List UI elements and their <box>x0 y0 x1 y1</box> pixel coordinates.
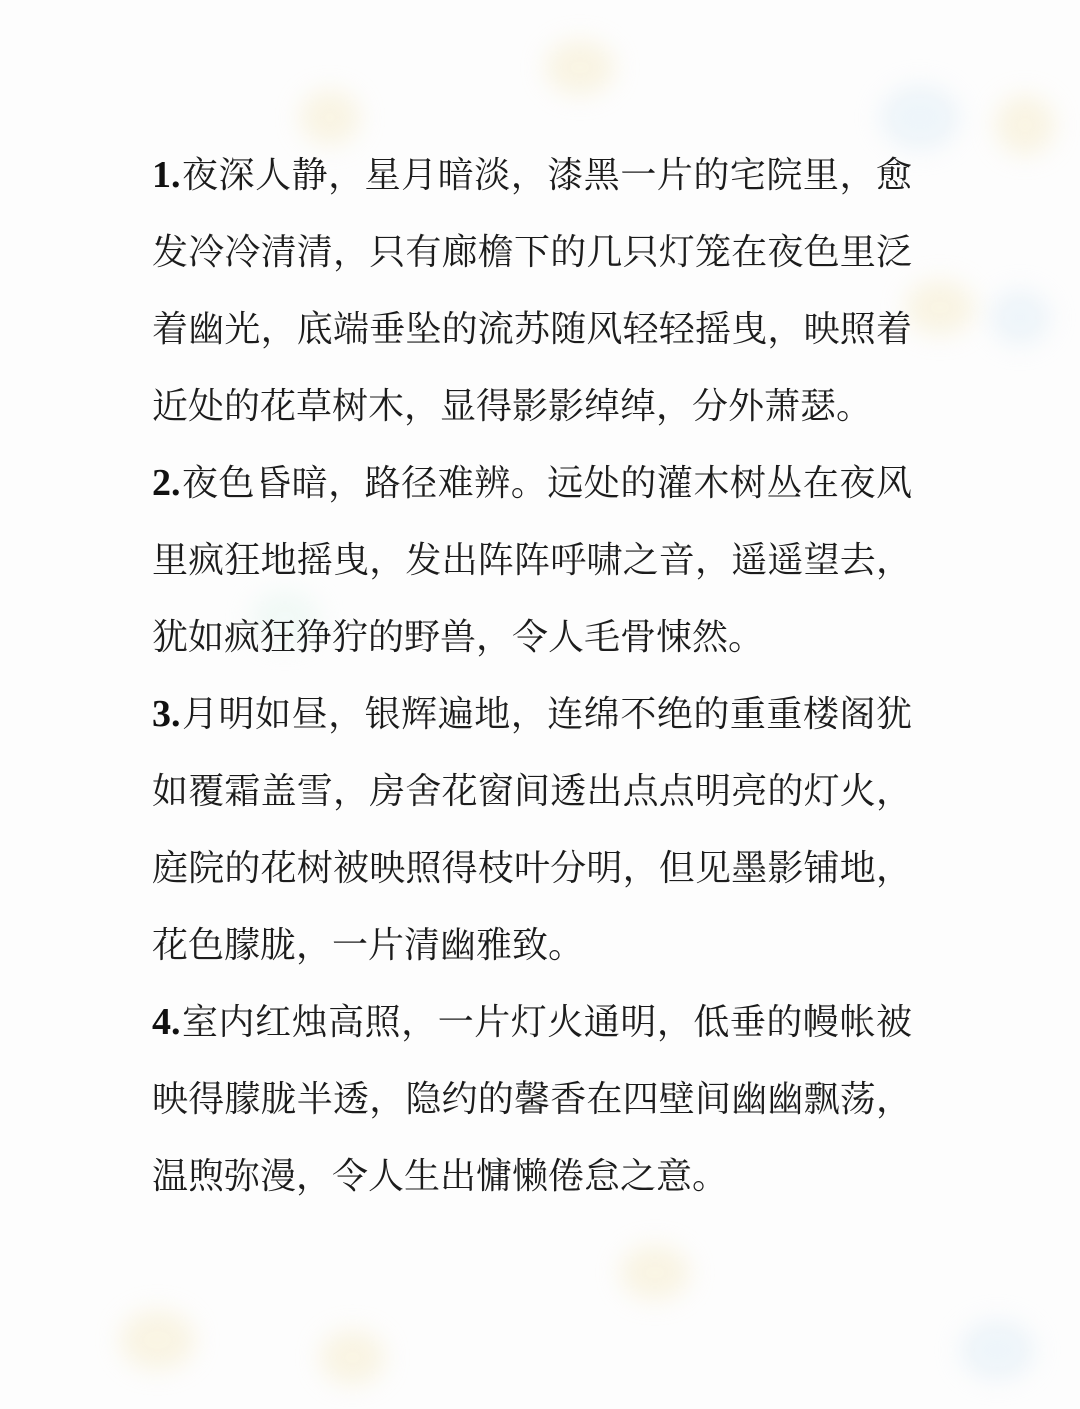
watermark-blob <box>120 1310 195 1370</box>
line-text: 发冷冷清清，只有廊檐下的几只灯笼在夜色里泛 <box>152 231 912 272</box>
watermark-blob <box>990 290 1050 345</box>
line-text: 室内红烛高照，一片灯火通明，低垂的幔帐被 <box>181 1001 912 1042</box>
watermark-blob <box>320 1330 385 1385</box>
text-line <box>152 752 912 829</box>
line-text: 花色朦胧，一片清幽雅致。 <box>152 924 585 965</box>
text-line <box>152 983 912 1060</box>
text-line <box>152 521 912 598</box>
list-number: 4. <box>152 1001 181 1043</box>
line-text: 映得朦胧半透，隐约的馨香在四壁间幽幽飘荡， <box>152 1078 912 1119</box>
text-line <box>152 906 912 983</box>
text-line <box>152 598 912 675</box>
text-line <box>152 367 912 444</box>
text-line <box>152 444 912 521</box>
text-line <box>152 1060 912 1137</box>
list-number: 3. <box>152 693 181 735</box>
line-text: 如覆霜盖雪，房舍花窗间透出点点明亮的灯火， <box>152 770 912 811</box>
line-text: 着幽光，底端垂坠的流苏随风轻轻摇曳，映照着 <box>152 308 912 349</box>
text-line <box>152 213 912 290</box>
watermark-blob <box>960 1320 1035 1380</box>
watermark-blob <box>545 40 615 95</box>
text-content <box>152 136 912 1214</box>
line-text: 犹如疯狂狰狞的野兽，令人毛骨悚然。 <box>152 616 765 657</box>
line-text: 夜深人静，星月暗淡，漆黑一片的宅院里，愈 <box>181 154 912 195</box>
line-text: 月明如昼，银辉遍地，连绵不绝的重重楼阁犹 <box>181 693 912 734</box>
text-line <box>152 1137 912 1214</box>
text-line <box>152 136 912 213</box>
line-text: 庭院的花树被映照得枝叶分明，但见墨影铺地， <box>152 847 912 888</box>
line-text: 近处的花草树木，显得影影绰绰，分外萧瑟。 <box>152 385 873 426</box>
text-line <box>152 829 912 906</box>
watermark-blob <box>995 95 1055 155</box>
watermark-blob <box>620 1245 690 1300</box>
line-text: 里疯狂地摇曳，发出阵阵呼啸之音，遥遥望去， <box>152 539 912 580</box>
text-line <box>152 675 912 752</box>
line-text: 夜色昏暗，路径难辨。远处的灌木树丛在夜风 <box>181 462 912 503</box>
line-text: 温煦弥漫，令人生出慵懒倦怠之意。 <box>152 1155 729 1196</box>
list-number: 2. <box>152 462 181 504</box>
text-line <box>152 290 912 367</box>
list-number: 1. <box>152 154 181 196</box>
watermark-blob <box>905 280 975 335</box>
